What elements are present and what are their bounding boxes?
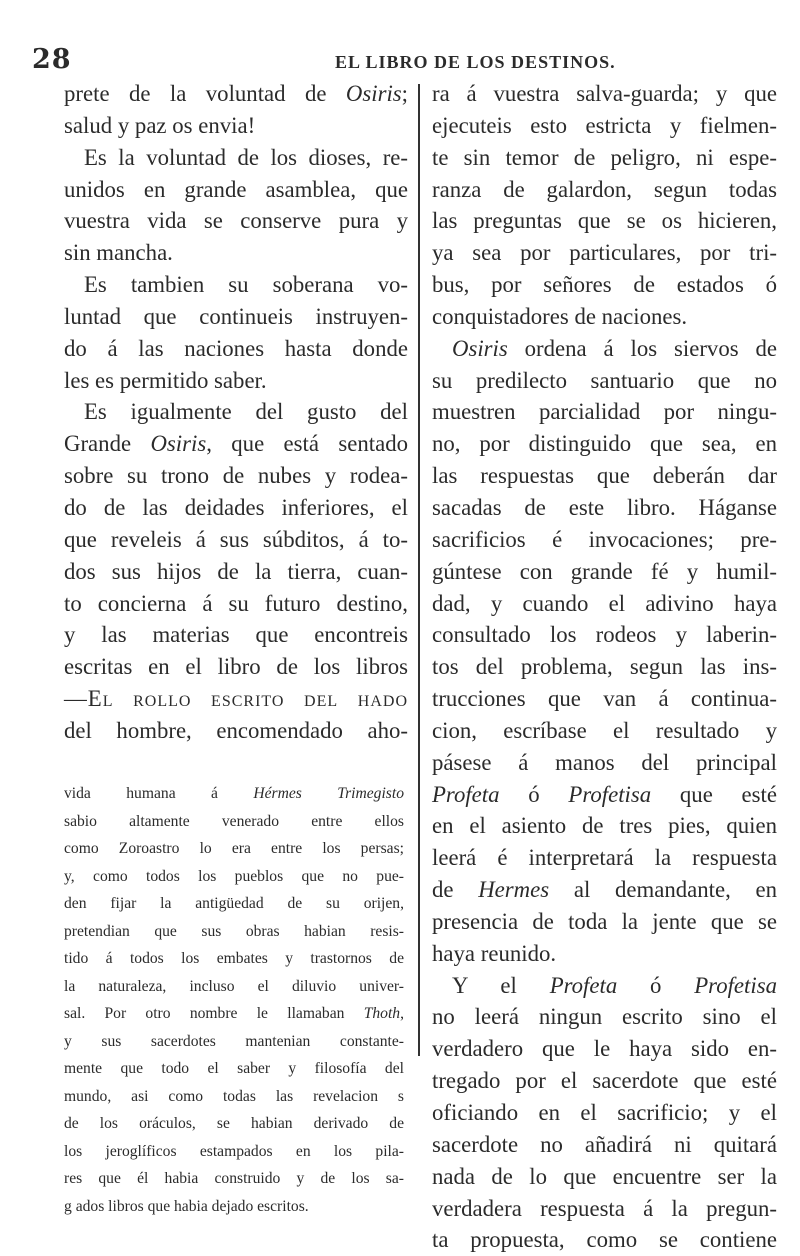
text-line: dad, y cuando el adivino haya: [432, 590, 777, 616]
text-line: y las materias que encontreis: [64, 622, 408, 648]
footnote-line: mente que todo el saber y filosofía del: [64, 1060, 404, 1077]
footnote-line: como Zoroastro lo era entre los persas;: [64, 840, 404, 857]
text-line: Es igualmente del gusto del: [84, 399, 408, 425]
text-line: ya sea por particulares, por tri-: [432, 240, 777, 266]
text-line: trucciones que van á continua-: [432, 686, 777, 712]
text-line: dos sus hijos de la tierra, cuan-: [64, 558, 408, 584]
text-line: de Hermes al demandante, en: [432, 877, 778, 903]
text-line: nada de lo que encuentre ser la: [432, 1163, 777, 1189]
text-line: presencia de toda la jente que se: [432, 908, 777, 934]
text-line: sobre su trono de nubes y rodea-: [64, 463, 408, 489]
right-column: [432, 78, 777, 1256]
text-line: Grande Osiris, que está sentado: [64, 431, 408, 457]
text-line: te sin temor de peligro, ni espe-: [432, 144, 777, 170]
footnote-line: tido á todos los embates y trastornos de: [64, 950, 404, 967]
text-line: sacrificios é invocaciones; pre-: [432, 526, 777, 552]
footnote-line: sal. Por otro nombre le llamaban Thoth,: [64, 1005, 404, 1022]
text-line: vuestra vida se conserve pura y: [64, 208, 408, 234]
text-line: sin mancha.: [64, 240, 173, 266]
text-line: haya reunido.: [432, 940, 557, 966]
footnote-line: y sus sacerdotes mantenian constante-: [64, 1032, 404, 1050]
text-line: tos del problema, segun las ins-: [432, 654, 777, 680]
text-line: do de las deidades inferiores, el: [64, 494, 408, 520]
text-line: en el asiento de tres pies, quien: [432, 813, 777, 839]
text-line: ranza de galardon, segun todas: [432, 176, 777, 202]
footnote-line: mundo, asi como todas las revelacion s: [64, 1087, 404, 1105]
footnote-line: res que él habia construido y de los sa-: [64, 1170, 404, 1187]
text-line: conquistadores de naciones.: [432, 303, 688, 329]
text-line: tregado por el sacerdote que esté: [432, 1068, 777, 1094]
text-line: del hombre, encomendado aho-: [64, 717, 408, 743]
text-line: ejecuteis esto estricta y fielmen-: [432, 112, 777, 138]
text-line: las preguntas que se os hicieren,: [432, 208, 777, 234]
footnote: [64, 780, 404, 1220]
footnote-line: y, como todos los pueblos que no pue-: [64, 867, 404, 885]
footnote-line: los jeroglíficos estampados en los pila-: [64, 1142, 404, 1160]
footnote-line: sabio altamente venerado entre ellos: [64, 812, 404, 830]
text-line: prete de la voluntad de Osiris;: [64, 81, 408, 106]
text-line: muestren parcialidad por ningu-: [432, 399, 777, 425]
text-line: luntad que continueis instruyen-: [64, 303, 408, 329]
text-line: sacerdote no añadirá ni quitará: [432, 1131, 777, 1157]
text-line: —El rollo escrito del hado: [64, 686, 408, 712]
text-line: Osiris ordena á los siervos de: [452, 335, 777, 361]
footnote-line: g ados libros que habia dejado escritos.: [64, 1197, 309, 1215]
column-divider: [418, 84, 420, 1056]
text-line: pásese á manos del principal: [432, 749, 777, 775]
text-line: que reveleis á sus súbditos, á to-: [64, 526, 408, 552]
footnote-line: pretendian que sus obras habian resis-: [64, 922, 404, 940]
footnote-line: la naturaleza, incluso el diluvio univer-: [64, 977, 404, 995]
text-line: Profeta ó Profetisa que esté: [432, 781, 777, 807]
text-line: gúntese con grande fé y humil-: [432, 558, 777, 584]
text-line: bus, por señores de estados ó: [432, 272, 777, 298]
footnote-line: de los oráculos, se habian derivado de: [64, 1115, 404, 1132]
text-line: Es tambien su soberana vo-: [84, 272, 408, 298]
footnote-line: vida humana á Hérmes Trimegisto: [64, 785, 405, 802]
text-line: verdadera respuesta á la pregun-: [432, 1195, 777, 1221]
text-line: no leerá ningun escrito sino el: [432, 1004, 777, 1030]
text-line: leerá é interpretará la respuesta: [432, 845, 777, 871]
page-number: 28: [32, 44, 72, 75]
text-line: to concierna á su futuro destino,: [64, 590, 408, 616]
footnote-line: den fijar la antigüedad de su orijen,: [64, 895, 404, 912]
text-line: no, por distinguido que sea, en: [432, 431, 777, 457]
text-line: consultado los rodeos y laberin-: [432, 622, 777, 648]
text-line: escritas en el libro de los libros: [64, 654, 408, 680]
text-line: ta propuesta, como se contiene: [432, 1227, 777, 1253]
text-line: cion, escríbase el resultado y: [432, 717, 777, 743]
text-line: unidos en grande asamblea, que: [64, 176, 408, 202]
text-line: ra á vuestra salva-guarda; y que: [432, 81, 777, 106]
running-head: EL LIBRO DE LOS DESTINOS.: [335, 52, 616, 72]
text-line: salud y paz os envia!: [64, 112, 256, 138]
text-line: les es permitido saber.: [64, 367, 267, 393]
text-line: Y el Profeta ó Profetisa: [452, 972, 777, 998]
text-line: do á las naciones hasta donde: [64, 335, 408, 361]
text-line: Es la voluntad de los dioses, re-: [84, 144, 408, 170]
text-line: sacadas de este libro. Háganse: [432, 494, 777, 520]
text-line: las respuestas que deberán dar: [432, 463, 777, 489]
text-line: oficiando en el sacrificio; y el: [432, 1100, 777, 1125]
left-column: [64, 78, 408, 747]
text-line: verdadero que le haya sido en-: [432, 1036, 777, 1062]
text-line: su predilecto santuario que no: [432, 367, 777, 393]
